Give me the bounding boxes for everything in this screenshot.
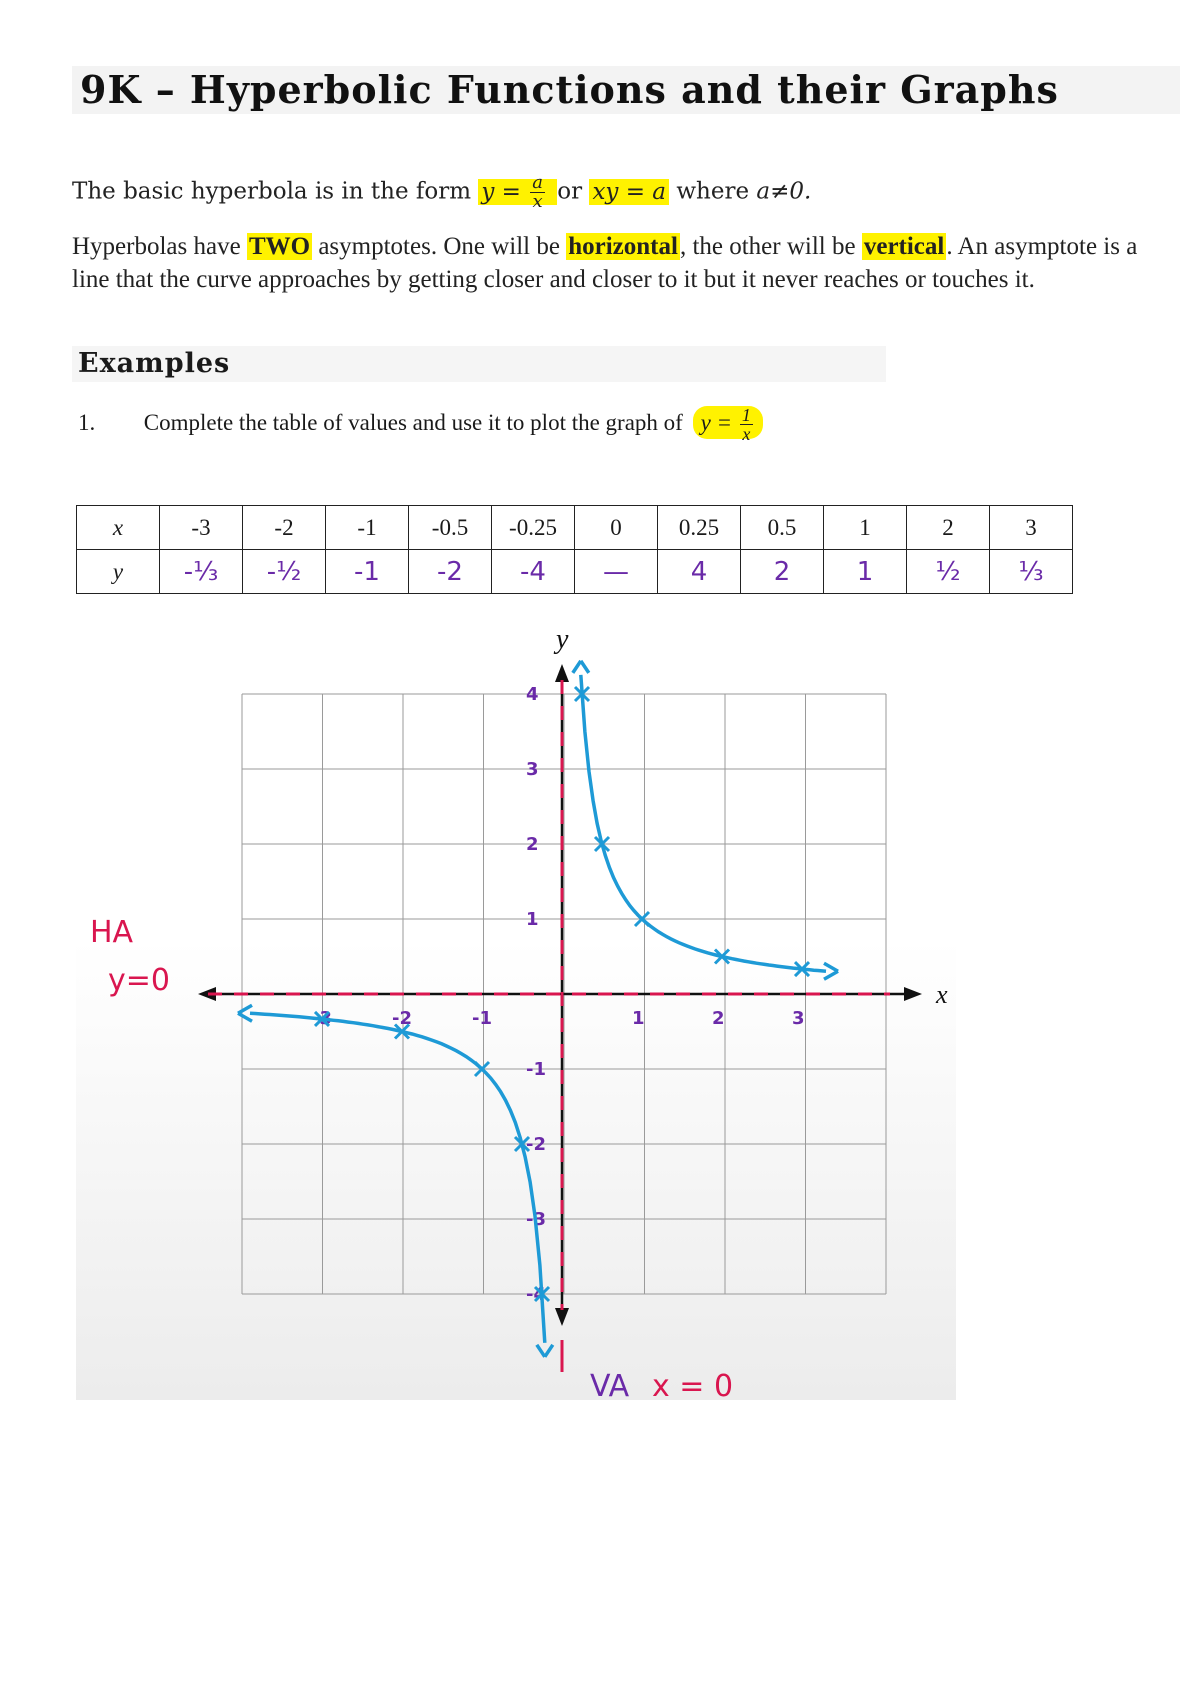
x-tick-label: 3	[792, 1008, 805, 1029]
x-axis-arrow-right	[904, 987, 922, 1001]
intro-or: or	[557, 178, 583, 205]
y-tick-label: -3	[526, 1209, 546, 1230]
para-text-4: . An asymptote is a line that the curve approaches by getting closer and closer to it but it never reaches or touches it.	[72, 233, 1138, 293]
table-cell-x: -1	[326, 506, 409, 550]
y-axis-arrow-down	[555, 1308, 569, 1326]
table-cell-x: 3	[990, 506, 1073, 550]
y-tick-label: -1	[526, 1059, 546, 1080]
table-cell-x: -3	[160, 506, 243, 550]
table-cell-x: 0.25	[658, 506, 741, 550]
x-tick-label: -3	[312, 1008, 332, 1029]
table-cell-x: -2	[243, 506, 326, 550]
example-text: Complete the table of values and use it to plot the graph of	[143, 409, 683, 435]
table-cell-y: -1	[326, 550, 409, 594]
eq-num: 1	[741, 405, 751, 425]
table-cell-y: 4	[658, 550, 741, 594]
intro-text: The basic hyperbola is in the form	[72, 178, 472, 205]
table-cell-x: -0.5	[409, 506, 492, 550]
table-cell-y: -2	[409, 550, 492, 594]
y-tick-label: 4	[526, 684, 539, 705]
table-cell-y: 2	[741, 550, 824, 594]
formula1-num: a	[532, 172, 543, 193]
y-tick-label: 1	[526, 909, 539, 930]
table-cell-y: -4	[492, 550, 575, 594]
ha-equation: y=0	[108, 963, 170, 998]
table-cell-y: ⅓	[990, 550, 1073, 594]
x-tick-label: 1	[632, 1008, 645, 1029]
para-bold-vertical: vertical	[863, 233, 945, 260]
formula-xy-equals-a: xy = a	[589, 179, 669, 205]
table-cell-y: -½	[243, 550, 326, 594]
table-cell-y: -⅓	[160, 550, 243, 594]
eq-lhs: y =	[700, 409, 733, 435]
table-cell-x: 0	[575, 506, 658, 550]
x-tick-label: 2	[712, 1008, 725, 1029]
table-cell-y: 1	[824, 550, 907, 594]
table-header-x: x	[77, 506, 160, 550]
page-title: 9K – Hyperbolic Functions and their Graphs	[72, 66, 1180, 114]
x-tick-label: -2	[392, 1008, 412, 1029]
examples-heading: Examples	[72, 346, 886, 382]
ha-label: HA	[90, 915, 134, 950]
va-equation: x = 0	[652, 1369, 734, 1404]
va-label: VA	[590, 1369, 630, 1404]
para-text-3: , the other will be	[679, 233, 862, 260]
branch-arrow-up	[573, 661, 589, 673]
table-header-y: y	[77, 550, 160, 594]
eq-den: x	[742, 424, 751, 444]
table-cell-x: 0.5	[741, 506, 824, 550]
para-text-1: Hyperbolas have	[72, 233, 247, 260]
example-number: 1.	[78, 409, 96, 435]
y-tick-label: 2	[526, 834, 539, 855]
formula1-den: x	[532, 191, 543, 212]
y-axis-arrow-up	[555, 664, 569, 682]
intro-where: where	[676, 178, 750, 205]
hyperbola-branch-negative	[250, 1013, 545, 1343]
table-cell-x: 2	[907, 506, 990, 550]
table-cell-x: 1	[824, 506, 907, 550]
intro-condition: a≠0.	[756, 178, 812, 205]
para-text-2: asymptotes. One will be	[312, 233, 567, 260]
para-bold-two: TWO	[248, 233, 311, 260]
formula1-lhs: y =	[481, 178, 521, 205]
branch-arrow-right	[824, 963, 838, 979]
branch-arrow-left	[238, 1005, 252, 1021]
x-axis-label: x	[936, 980, 948, 1009]
y-axis-label: y	[556, 624, 569, 655]
para-bold-horizontal: horizontal	[568, 233, 678, 260]
hyperbola-branch-positive	[581, 675, 826, 971]
y-tick-label: -4	[526, 1284, 546, 1305]
branch-arrow-down	[537, 1345, 553, 1357]
x-tick-label: -1	[472, 1008, 492, 1029]
table-cell-y: —	[575, 550, 658, 594]
y-tick-label: -2	[526, 1134, 546, 1155]
table-cell-x: -0.25	[492, 506, 575, 550]
y-tick-label: 3	[526, 759, 539, 780]
table-cell-y: ½	[907, 550, 990, 594]
